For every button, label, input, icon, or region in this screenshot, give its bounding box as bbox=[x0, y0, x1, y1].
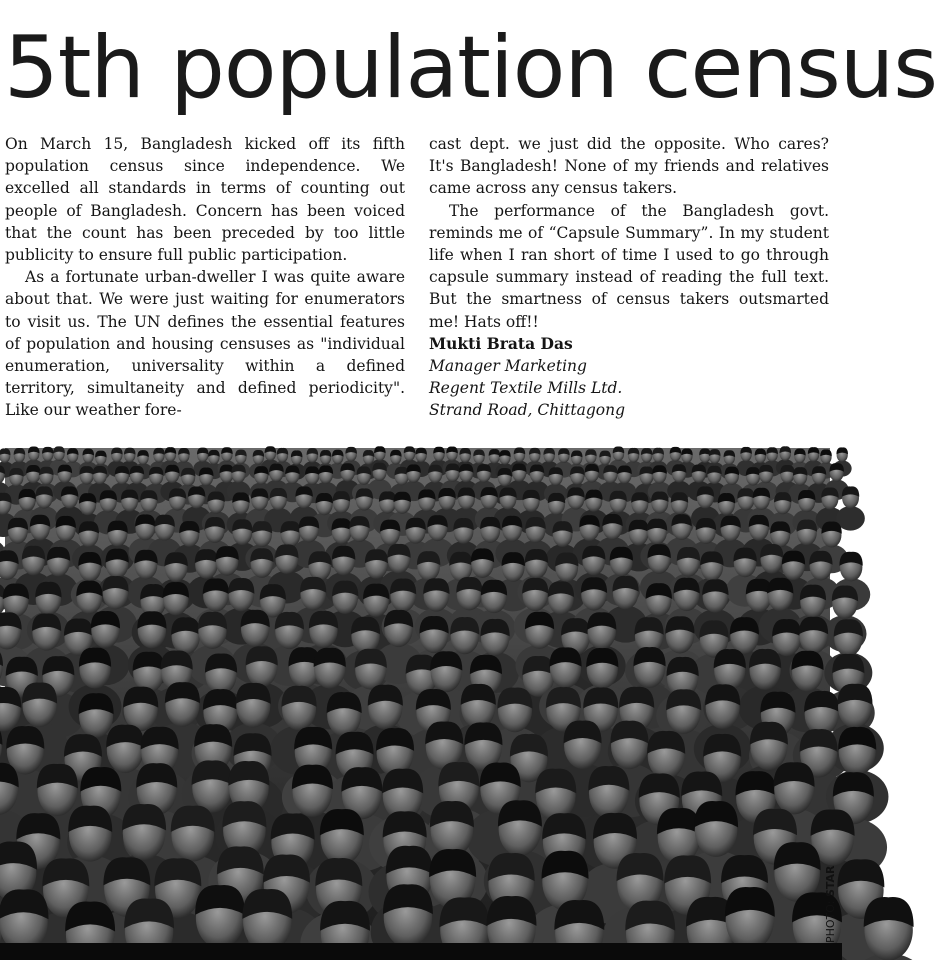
crowd-photo bbox=[5, 448, 830, 943]
crowd-image bbox=[5, 448, 830, 943]
author-name: Mukti Brata Das bbox=[429, 333, 573, 353]
paragraph-2: As a fortunate urban-dweller I was quite aware about that. We were just waiting for enumerators to visit us. The UN defines the essential features of population and housing censuses as "individual enumeration, universality within a defined territory, simultaneity and defined periodicity". Like our weather fore- bbox=[5, 268, 405, 420]
paragraph-1: On March 15, Bangladesh kicked off its fifth population census since independence. We excelled all standards in terms of counting out people of Bangladesh. Concern has been voiced that the count has been preceded by too little publicity to ensure full public participation. bbox=[5, 135, 405, 265]
paragraph-3: cast dept. we just did the opposite. Who cares? It's Bangladesh! None of my friends and relatives came across any census takers. bbox=[429, 135, 829, 198]
page-bottom-bar bbox=[0, 943, 842, 960]
author-company: Regent Textile Mills Ltd. bbox=[429, 379, 623, 398]
article-column-right bbox=[429, 133, 829, 422]
author-address: Strand Road, Chittagong bbox=[429, 401, 626, 420]
photo-credit: PHOTO: STAR bbox=[824, 865, 837, 943]
paragraph-4: The performance of the Bangladesh govt. reminds me of “Capsule Summary”. In my student life when I ran short of time I used to go through capsule summary instead of reading the full text. But the smartness of census takers outsmarted me! Hats off!! bbox=[429, 201, 829, 331]
headline: 5th population census bbox=[4, 18, 937, 118]
author-title: Manager Marketing bbox=[429, 357, 587, 376]
article-column-left bbox=[5, 133, 405, 422]
